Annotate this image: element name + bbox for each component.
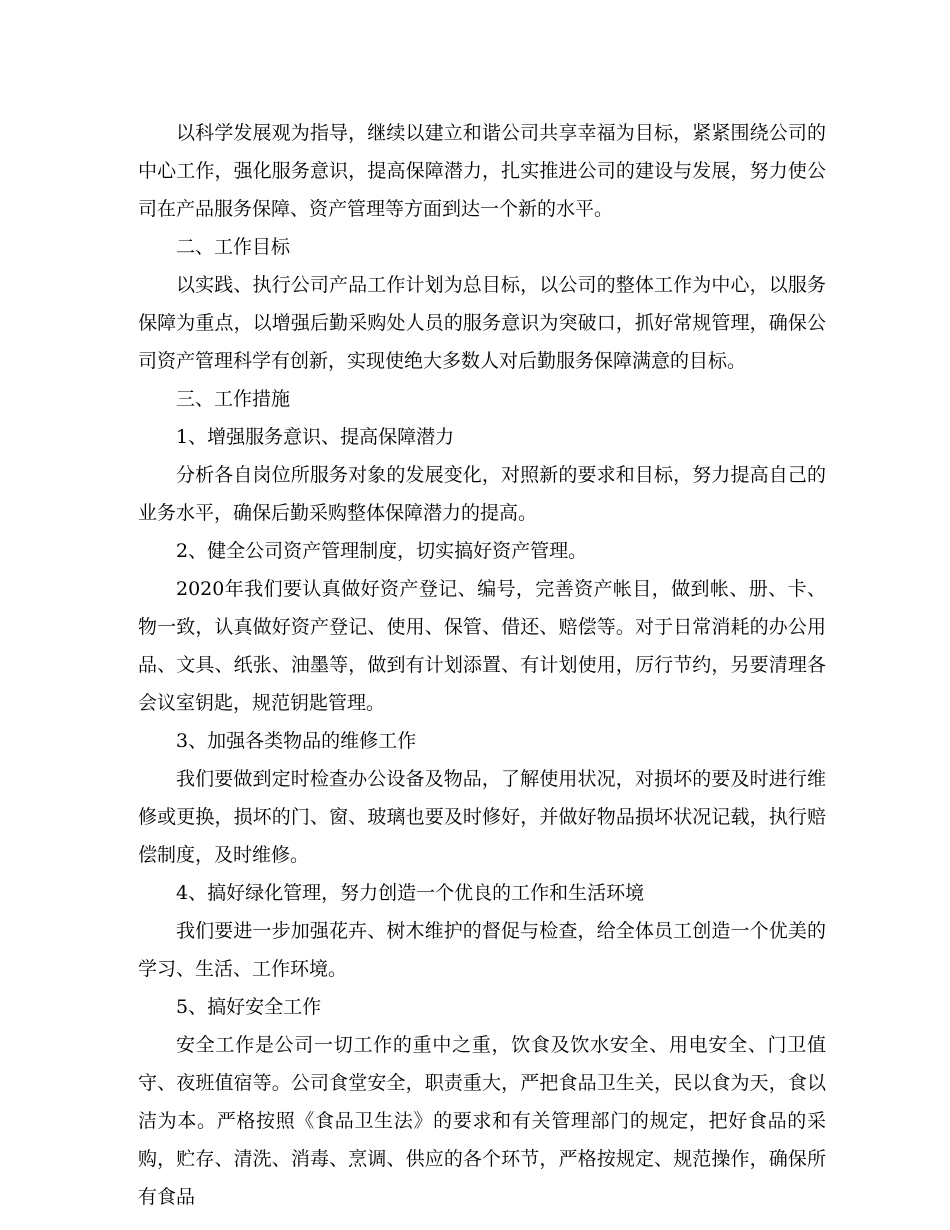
paragraph-measure-5: 安全工作是公司一切工作的重中之重，饮食及饮水安全、用电安全、门卫值守、夜班值宿等。公司食堂安全，职责重大，严把食品卫生关，民以食为天，食以洁为本。严格按照《食品卫生法》的要求和有关管理部门的规定，把好食品的采购，贮存、清洗、消毒、烹调、供应的各个环节，严格按规定、规范操作，确保所有食品 — [138, 1034, 826, 1208]
heading-measure-5: 5、搞好安全工作 — [176, 996, 322, 1018]
paragraph-measure-3: 我们要做到定时检查办公设备及物品，了解使用状况，对损坏的要及时进行维修或更换，损坏的门、窗、玻璃也要及时修好，并做好物品损坏状况记载，执行赔偿制度，及时维修。 — [138, 768, 826, 866]
paragraph-guiding-principle: 以科学发展观为指导，继续以建立和谐公司共享幸福为目标，紧紧围绕公司的中心工作，强化服务意识，提高保障潜力，扎实推进公司的建设与发展，努力使公司在产品服务保障、资产管理等方面到达一个新的水平。 — [138, 122, 826, 220]
paragraph-measure-1: 分析各自岗位所服务对象的发展变化，对照新的要求和目标，努力提高自己的业务水平，确保后勤采购整体保障潜力的提高。 — [138, 464, 826, 524]
heading-measure-4: 4、搞好绿化管理，努力创造一个优良的工作和生活环境 — [176, 882, 645, 904]
heading-measure-1: 1、增强服务意识、提高保障潜力 — [176, 426, 455, 448]
paragraph-measure-2: 2020年我们要认真做好资产登记、编号，完善资产帐目，做到帐、册、卡、物一致，认真做好资产登记、使用、保管、借还、赔偿等。对于日常消耗的办公用品、文具、纸张、油墨等，做到有计划添置、有计划使用，厉行节约，另要清理各会议室钥匙，规范钥匙管理。 — [138, 578, 826, 714]
paragraph-measure-4: 我们要进一步加强花卉、树木维护的督促与检查，给全体员工创造一个优美的学习、生活、工作环境。 — [138, 920, 826, 980]
heading-work-goals: 二、工作目标 — [176, 236, 291, 258]
heading-work-measures: 三、工作措施 — [176, 388, 291, 410]
paragraph-work-goals: 以实践、执行公司产品工作计划为总目标，以公司的整体工作为中心，以服务保障为重点，以增强后勤采购处人员的服务意识为突破口，抓好常规管理，确保公司资产管理科学有创新，实现使绝大多数人对后勤服务保障满意的目标。 — [138, 274, 826, 372]
heading-measure-2: 2、健全公司资产管理制度，切实搞好资产管理。 — [176, 540, 588, 562]
heading-measure-3: 3、加强各类物品的维修工作 — [176, 730, 417, 752]
